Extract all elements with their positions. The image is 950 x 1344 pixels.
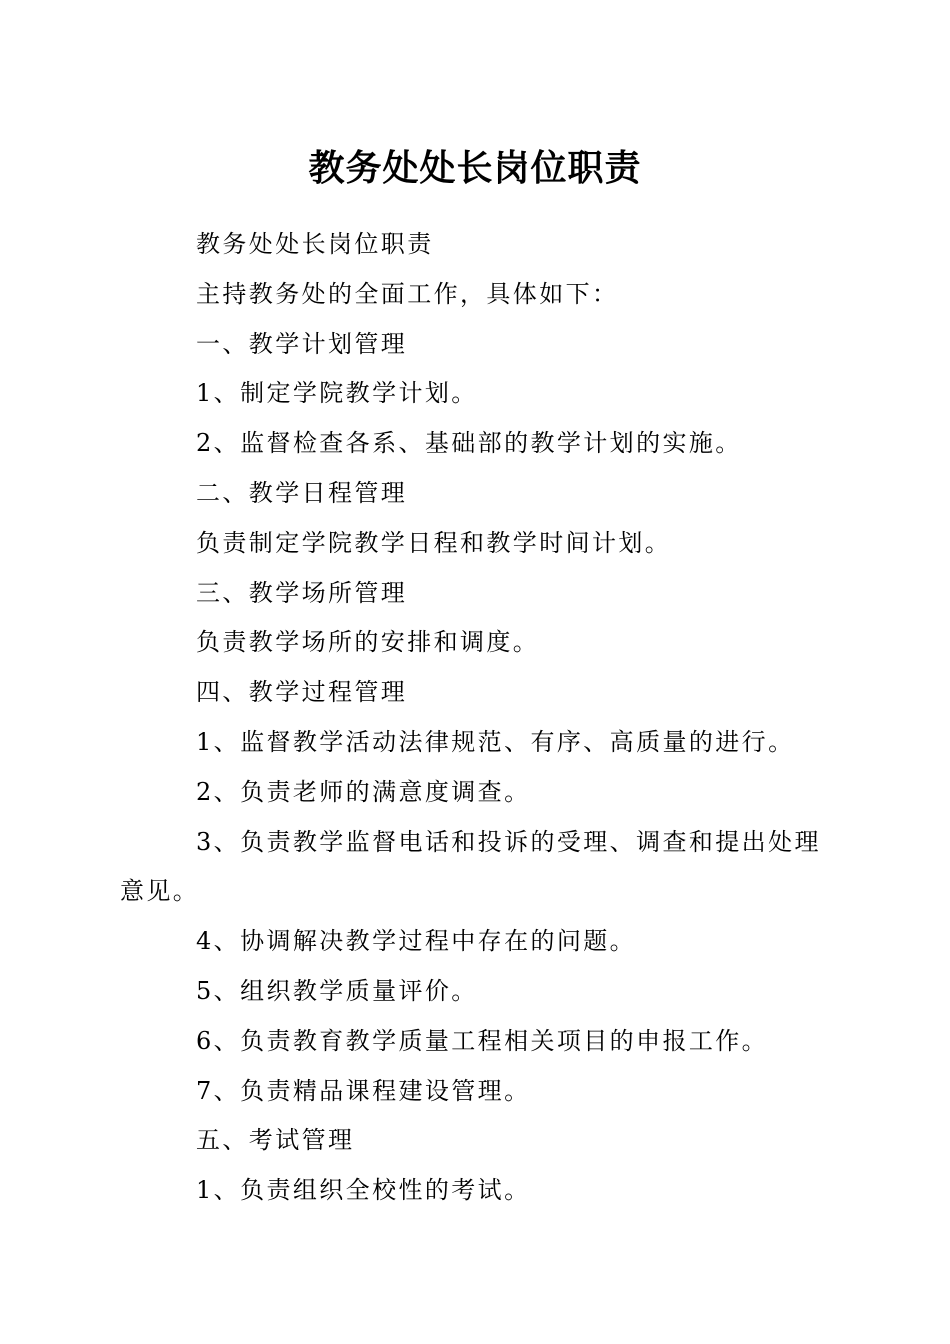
list-item: 1、负责组织全校性的考试。: [196, 1176, 531, 1205]
paragraph: 负责教学场所的安排和调度。: [196, 628, 540, 657]
section-heading: 二、教学日程管理: [196, 478, 408, 507]
list-item: 6、负责教育教学质量工程相关项目的申报工作。: [196, 1026, 769, 1055]
list-item: 5、组织教学质量评价。: [196, 976, 478, 1005]
list-item: 1、制定学院教学计划。: [196, 379, 478, 408]
section-heading: 三、教学场所管理: [196, 578, 408, 607]
paragraph: 负责制定学院教学日程和教学时间计划。: [196, 528, 672, 557]
section-heading: 四、教学过程管理: [196, 678, 408, 707]
list-item: 1、监督教学活动法律规范、有序、高质量的进行。: [196, 727, 795, 756]
paragraph: 主持教务处的全面工作，具体如下：: [196, 279, 619, 308]
list-item: 7、负责精品课程建设管理。: [196, 1076, 531, 1105]
paragraph: 教务处处长岗位职责: [196, 230, 434, 258]
list-item: 2、负责老师的满意度调查。: [196, 777, 531, 806]
section-heading: 一、教学计划管理: [196, 329, 408, 358]
list-item: 4、协调解决教学过程中存在的问题。: [196, 927, 637, 956]
document-title: 教务处处长岗位职责: [308, 147, 642, 189]
document-body: [120, 220, 830, 1216]
list-item: 3、负责教学监督电话和投诉的受理、调查和提出处理意见。: [120, 827, 821, 906]
section-heading: 五、考试管理: [196, 1126, 355, 1155]
list-item: 2、监督检查各系、基础部的教学计划的实施。: [196, 429, 742, 458]
